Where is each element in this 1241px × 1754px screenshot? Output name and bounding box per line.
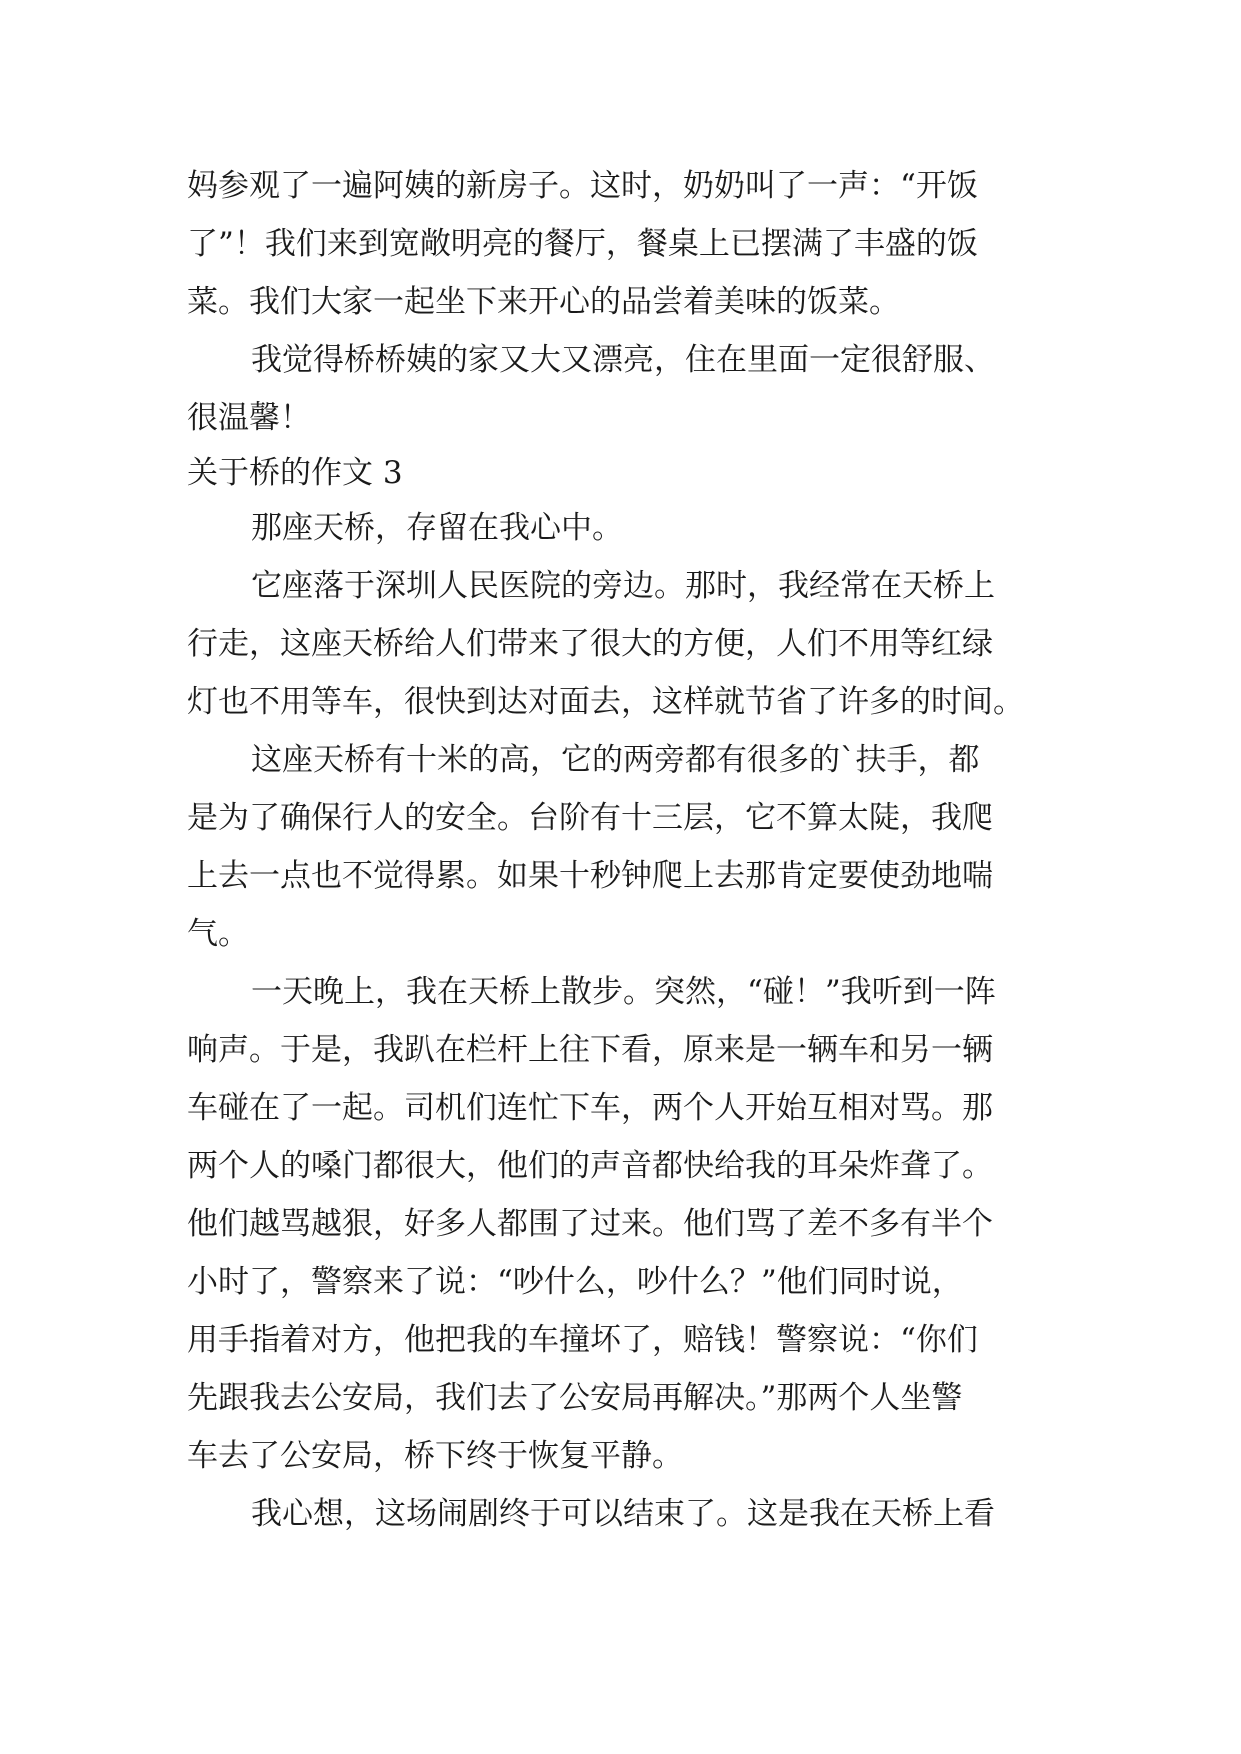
text-line: 响声。于是，我趴在栏杆上往下看，原来是一辆车和另一辆 — [187, 1032, 993, 1068]
paragraph-first-line: 我觉得桥桥姨的家又大又漂亮，住在里面一定很舒服、 — [251, 342, 995, 378]
section-heading: 关于桥的作文 3 — [187, 455, 403, 491]
text-line: 用手指着对方，他把我的车撞坏了，赔钱！警察说：“你们 — [187, 1322, 978, 1358]
text-line: 上去一点也不觉得累。如果十秒钟爬上去那肯定要使劲地喘 — [187, 858, 993, 894]
text-line: 车去了公安局，桥下终于恢复平静。 — [187, 1438, 683, 1474]
text-line: 行走，这座天桥给人们带来了很大的方便，人们不用等红绿 — [187, 626, 993, 662]
text-line: 车碰在了一起。司机们连忙下车，两个人开始互相对骂。那 — [187, 1090, 993, 1126]
text-line: 是为了确保行人的安全。台阶有十三层，它不算太陡，我爬 — [187, 800, 993, 836]
text-line: 气。 — [187, 916, 249, 952]
text-line: 他们越骂越狠，好多人都围了过来。他们骂了差不多有半个 — [187, 1206, 993, 1242]
paragraph-first-line: 这座天桥有十米的高，它的两旁都有很多的`扶手，都 — [251, 742, 980, 778]
text-line: 先跟我去公安局，我们去了公安局再解决。”那两个人坐警 — [187, 1380, 963, 1416]
paragraph-first-line: 它座落于深圳人民医院的旁边。那时，我经常在天桥上 — [251, 568, 995, 604]
text-line: 妈参观了一遍阿姨的新房子。这时，奶奶叫了一声：“开饭 — [187, 168, 978, 204]
paragraph-first-line: 我心想，这场闹剧终于可以结束了。这是我在天桥上看 — [251, 1496, 995, 1532]
text-line: 小时了，警察来了说：“吵什么，吵什么？”他们同时说， — [187, 1264, 963, 1300]
text-line: 了”！我们来到宽敞明亮的餐厅，餐桌上已摆满了丰盛的饭 — [187, 226, 978, 262]
text-line: 很温馨！ — [187, 400, 311, 436]
paragraph-first-line: 一天晚上，我在天桥上散步。突然，“碰！”我听到一阵 — [251, 974, 996, 1010]
paragraph-first-line: 那座天桥，存留在我心中。 — [251, 510, 623, 546]
text-line: 两个人的嗓门都很大，他们的声音都快给我的耳朵炸聋了。 — [187, 1148, 993, 1184]
document-body — [187, 157, 1059, 1543]
text-line: 菜。我们大家一起坐下来开心的品尝着美味的饭菜。 — [187, 284, 900, 320]
text-line: 灯也不用等车，很快到达对面去，这样就节省了许多的时间。 — [187, 684, 1024, 720]
